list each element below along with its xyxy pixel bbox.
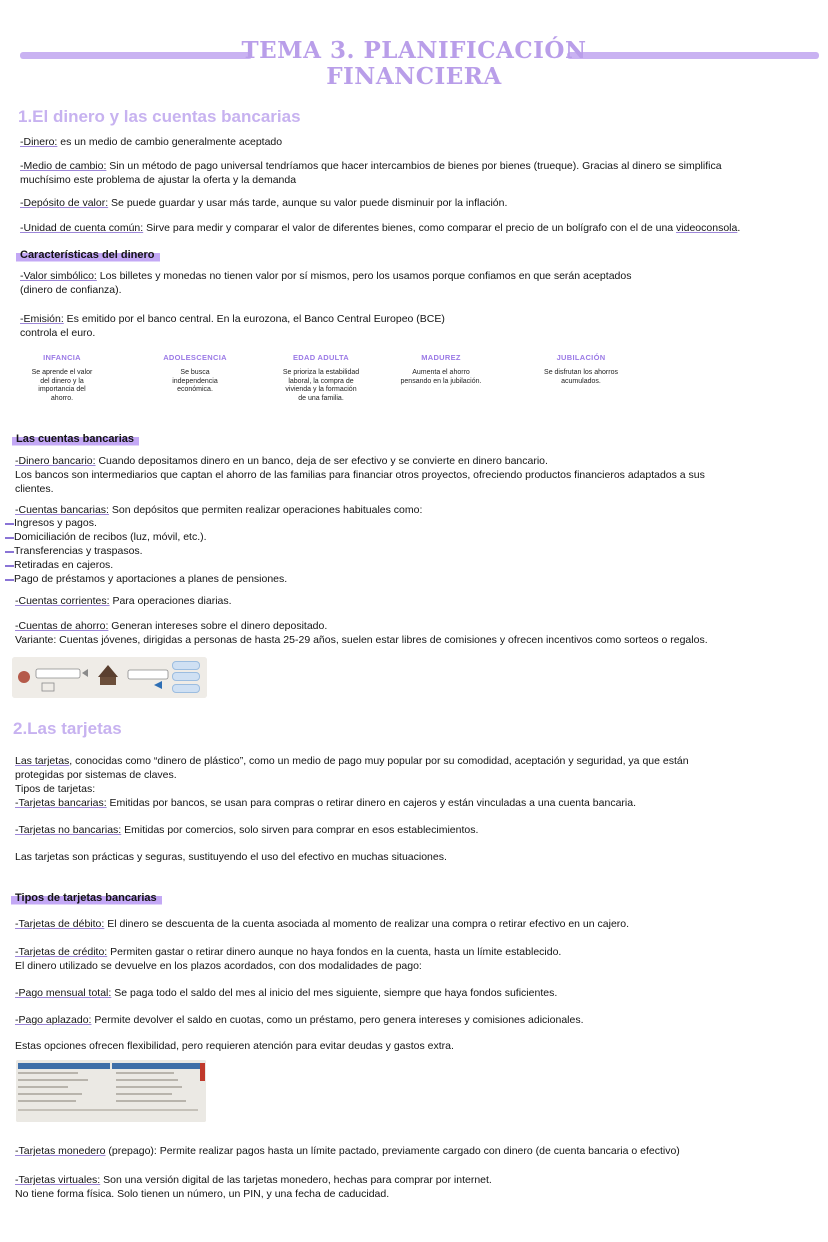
def-valor-simbolico-cont: (dinero de confianza). — [20, 284, 122, 296]
page-title: TEMA 3. PLANIFICACIÓN FINANCIERA — [241, 37, 587, 90]
diagram-chip — [172, 661, 200, 670]
tarjetas-intro-cont: protegidas por sistemas de claves. — [15, 769, 177, 781]
op-item: Domiciliación de recibos (luz, móvil, etc.). — [14, 531, 207, 543]
opciones-flexibilidad: Estas opciones ofrecen flexibilidad, pero requieren atención para evitar deudas y gastos extra. — [15, 1040, 454, 1052]
def-medio-cambio-cont: muchísimo este problema de ajustar la oferta y la demanda — [20, 174, 297, 186]
tarjetas-intro: Las tarjetas, conocidas como “dinero de plástico”, como un medio de pago muy popular por su comodidad, aceptación y seguridad, ya que están — [15, 755, 689, 767]
op-item: Transferencias y traspasos. — [14, 545, 143, 557]
tarjetas-practicas: Las tarjetas son prácticas y seguras, sustituyendo el uso del efectivo en muchas situaciones. — [15, 851, 447, 863]
def-emision-cont: controla el euro. — [20, 327, 96, 339]
diagram-chip — [172, 684, 200, 693]
def-tarjeta-virtual: -Tarjetas virtuales: Son una versión digital de las tarjetas monedero, hechas para comprar por internet. — [15, 1174, 492, 1186]
heading-caracteristicas: Características del dinero — [16, 249, 160, 262]
stage-adolescencia: ADOLESCENCIA Se busca independencia económica. — [163, 353, 227, 393]
def-pago-mensual: -Pago mensual total: Se paga todo el saldo del mes al inicio del mes siguiente, siempre que haya fondos suficientes. — [15, 987, 558, 999]
bullet-dash — [5, 551, 14, 553]
def-cuentas-ahorro: -Cuentas de ahorro: Generan intereses sobre el dinero depositado. — [15, 620, 328, 632]
def-valor-simbolico: -Valor simbólico: Los billetes y monedas no tienen valor por sí mismos, pero los usamos porque confiamos en que serán aceptados — [20, 270, 632, 282]
def-tarjeta-credito: -Tarjetas de crédito: Permiten gastar o retirar dinero aunque no haya fondos en la cuenta, hasta un límite establecido. — [15, 946, 562, 958]
variante-cuentas-jovenes: Variante: Cuentas jóvenes, dirigidas a personas de hasta 25-29 años, suelen estar libres de comisiones y ofrecen incentivos como sorteos o regalos. — [15, 634, 708, 646]
card-comparison-image — [16, 1060, 206, 1122]
def-unidad-cuenta: -Unidad de cuenta común: Sirve para medir y comparar el valor de diferentes bienes, como comparar el precio de un bolígrafo con el de una videoconsola. — [20, 222, 741, 234]
def-cuentas-corrientes: -Cuentas corrientes: Para operaciones diarias. — [15, 595, 232, 607]
op-item: Pago de préstamos y aportaciones a planes de pensiones. — [14, 573, 288, 585]
def-dinero-bancario: -Dinero bancario: Cuando depositamos dinero en un banco, deja de ser efectivo y se convierte en dinero bancario. — [15, 455, 548, 467]
def-cuentas-bancarias: -Cuentas bancarias: Son depósitos que permiten realizar operaciones habituales como: — [15, 504, 423, 516]
bancos-intermediarios: Los bancos son intermediarios que captan el ahorro de las familias para financiar otros proyectos, ofreciendo productos financieros adaptados a sus — [15, 469, 705, 481]
op-item: Ingresos y pagos. — [14, 517, 97, 529]
def-medio-cambio: -Medio de cambio: Sin un método de pago universal tendríamos que hacer intercambios de bienes por bienes (trueque). Gracias al dinero se simplifica — [20, 160, 722, 172]
def-tarjetas-no-bancarias: -Tarjetas no bancarias: Emitidas por comercios, solo sirven para comprar en esos establecimientos. — [15, 824, 479, 836]
def-tarjeta-credito-cont: El dinero utilizado se devuelve en los plazos acordados, con dos modalidades de pago: — [15, 960, 422, 972]
def-deposito-valor: -Depósito de valor: Se puede guardar y usar más tarde, aunque su valor puede disminuir por la inflación. — [20, 197, 508, 209]
section-heading-1: 1.El dinero y las cuentas bancarias — [18, 107, 301, 126]
stage-edad-adulta: EDAD ADULTA Se prioriza la estabilidad laboral, la compra de vivienda y la formación de una familia. — [282, 353, 360, 402]
def-tarjeta-debito: -Tarjetas de débito: El dinero se descuenta de la cuenta asociada al momento de realizar una compra o retirar efectivo en un cajero. — [15, 918, 630, 930]
bullet-dash — [5, 579, 14, 581]
comparison-table-graphic — [16, 1060, 206, 1122]
bullet-dash — [5, 537, 14, 539]
stage-infancia: INFANCIA Se aprende el valor del dinero y la importancia del ahorro. — [31, 353, 93, 402]
def-tarjetas-bancarias: -Tarjetas bancarias: Emitidas por bancos, se usan para compras o retirar dinero en cajeros y están vinculadas a una cuenta bancaria. — [15, 797, 637, 809]
def-dinero: -Dinero: es un medio de cambio generalmente aceptado — [20, 136, 283, 148]
tipos-tarjetas-label: Tipos de tarjetas: — [15, 783, 96, 795]
def-emision: -Emisión: Es emitido por el banco central. En la eurozona, el Banco Central Europeo (BCE) — [20, 313, 445, 325]
diagram-chip — [172, 672, 200, 681]
op-item: Retiradas en cajeros. — [14, 559, 114, 571]
stage-jubilacion: JUBILACIÓN Se disfrutan los ahorros acumulados. — [544, 353, 618, 385]
heading-tipos-tarjetas: Tipos de tarjetas bancarias — [11, 892, 162, 905]
def-pago-aplazado: -Pago aplazado: Permite devolver el saldo en cuotas, como un préstamo, pero genera intereses y comisiones adicionales. — [15, 1014, 584, 1026]
page-header — [0, 38, 828, 98]
def-tarjeta-virtual-cont: No tiene forma física. Solo tienen un número, un PIN, y una fecha de caducidad. — [15, 1188, 390, 1200]
bullet-dash — [5, 565, 14, 567]
person-icon — [18, 671, 30, 683]
bancos-intermediarios-cont: clientes. — [15, 483, 54, 495]
def-tarjeta-monedero: -Tarjetas monedero (prepago): Permite realizar pagos hasta un límite pactado, previamente cargado con dinero (de cuenta bancaria o efectivo) — [15, 1145, 680, 1157]
bullet-dash — [5, 523, 14, 525]
stage-madurez: MADUREZ Aumenta el ahorro pensando en la jubilación. — [400, 353, 482, 385]
heading-cuentas-bancarias: Las cuentas bancarias — [12, 433, 139, 446]
section-heading-2: 2.Las tarjetas — [13, 719, 122, 738]
bank-flow-illustration — [12, 657, 207, 698]
